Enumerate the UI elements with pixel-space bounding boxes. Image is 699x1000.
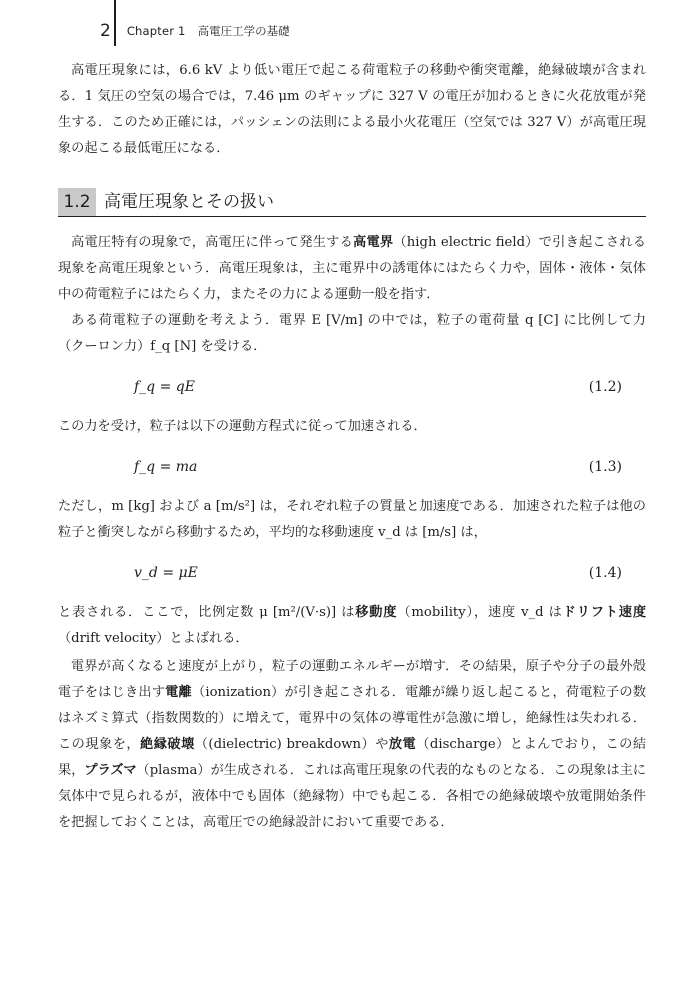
running-header	[100, 18, 290, 44]
equation-1-3	[58, 454, 646, 480]
equation-number: (1.3)	[588, 459, 622, 475]
term-breakdown: 絶縁破壊	[140, 737, 195, 752]
text-run: 電界が高くなると速度が上がり，粒子の運動エネルギーが増す．その結果，原子や分子の最外殻電子をはじき出す	[58, 659, 646, 700]
section-heading	[58, 188, 646, 217]
equation-1-2	[58, 374, 646, 400]
text-run: （discharge）とよんでおり，この結果，	[58, 737, 647, 778]
text-run: 高電圧特有の現象で，高電圧に伴って発生する	[71, 235, 354, 250]
paragraph-drift-velocity-intro: ただし，m [kg] および a [m/s²] は，それぞれ粒子の質量と加速度である．加速された粒子は他の粒子と衝突しながら移動するため，平均的な移動速度 v_d は [m/s] は，	[58, 499, 646, 540]
paragraph-equation-of-motion: この力を受け，粒子は以下の運動方程式に従って加速される．	[58, 419, 427, 434]
text-run: （(dielectric) breakdown）や	[194, 737, 389, 752]
paragraph-mobility	[58, 600, 646, 652]
term-drift-velocity: ドリフト速度	[562, 605, 647, 620]
equation-number: (1.2)	[588, 379, 622, 395]
term-discharge: 放電	[388, 737, 417, 752]
equation-expression: v_d = μE	[134, 565, 198, 581]
text-run: （plasma）が生成される．これは高電圧現象の代表的なものとなる．この現象は主に気体中で見られるが，液体中でも固体（絶縁物）中でも起こる．各相での絶縁破壊や放電開始条件を把握しておくことは，高電圧での絶縁設計において重要である．	[58, 763, 646, 830]
text-run: と表される．ここで，比例定数 μ [m²/(V·s)] は	[58, 605, 356, 620]
equation-expression: f_q = qE	[134, 379, 195, 395]
term-high-electric-field: 高電界	[353, 235, 394, 250]
text-run: （ionization）が引き起こされる．電離が繰り返し起こると，荷電粒子の数はネズミ算式（指数関数的）に増えて，電界中の気体の導電性が急激に増し，絶縁性は失われる．この現象を，	[58, 685, 646, 752]
chapter-label: Chapter 1	[126, 24, 186, 38]
term-plasma: プラズマ	[84, 763, 137, 778]
text-run: （mobility），速度 v_d は	[397, 605, 563, 620]
paragraph-breakdown	[58, 654, 646, 836]
equation-1-4	[58, 560, 646, 586]
paragraph-high-voltage-phenomena	[58, 230, 646, 308]
equation-number: (1.4)	[588, 565, 622, 581]
page-number: 2	[100, 21, 111, 41]
text-run: （high electric field）で引き起こされる現象を高電圧現象という．高電圧現象は，主に電界中の誘電体にはたらく力や，固体・液体・気体中の荷電粒子にはたらく力，またその力による運動一般を指す．	[58, 235, 646, 302]
equation-expression: f_q = ma	[134, 459, 198, 475]
paragraph-coulomb-force: ある荷電粒子の運動を考えよう．電界 E [V/m] の中では，粒子の電荷量 q [C] に比例して力（クーロン力）f_q [N] を受ける．	[58, 313, 646, 354]
section-number: 1.2	[58, 188, 96, 216]
text-run: （drift velocity）とよばれる．	[58, 631, 249, 646]
term-ionization: 電離	[165, 685, 192, 700]
chapter-title: 高電圧工学の基礎	[197, 24, 290, 38]
header-rule	[114, 0, 116, 46]
term-mobility: 移動度	[355, 605, 398, 620]
section-title: 高電圧現象とその扱い	[104, 192, 274, 212]
intro-paragraph: 高電圧現象には，6.6 kV より低い電圧で起こる荷電粒子の移動や衝突電離，絶縁破壊が含まれる．1 気圧の空気の場合では，7.46 μm のギャップに 327 V の電圧が加わるときに火花放電が発生する．このため正確には，パッシェンの法則による最小火花電圧（空気では 327 V）が高電圧現象の起こる最低電圧になる．	[58, 63, 646, 156]
